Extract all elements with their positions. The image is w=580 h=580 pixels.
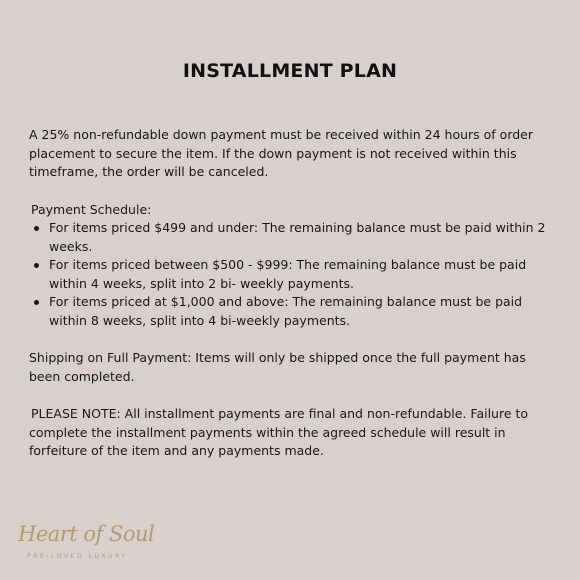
brand-logo-script: Heart of Soul [18,522,155,546]
bullet-icon [34,226,39,231]
shipping-paragraph: Shipping on Full Payment: Items will only be shipped once the full payment has been completed. [29,350,526,384]
payment-schedule-list [29,219,554,330]
list-item [29,256,554,293]
brand-tagline: PRE-LOVED LUXURY [27,553,128,560]
please-note-paragraph: PLEASE NOTE: All installment payments are final and non-refundable. Failure to complete the installment payments within the agreed schedule will result in forfeiture of the item and any payments made. [29,406,529,458]
page-title: INSTALLMENT PLAN [182,60,398,82]
policy-content [29,126,554,461]
bullet-icon [34,300,39,305]
payment-schedule-heading: Payment Schedule: [31,201,152,217]
brand-logo [16,522,166,572]
list-item-text: For items priced $499 and under: The remaining balance must be paid within 2 weeks. [49,220,546,254]
list-item [29,293,554,330]
bullet-icon [34,263,39,268]
list-item-text: For items priced at $1,000 and above: The remaining balance must be paid within 8 weeks, split into 4 bi-weekly payments. [49,294,523,328]
down-payment-paragraph: A 25% non-refundable down payment must be received within 24 hours of order placement to secure the item. If the down payment is not received within this timeframe, the order will be canceled. [29,127,534,179]
list-item-text: For items priced between $500 - $999: The remaining balance must be paid within 4 weeks, split into 2 bi- weekly payments. [49,257,527,291]
list-item [29,219,554,256]
